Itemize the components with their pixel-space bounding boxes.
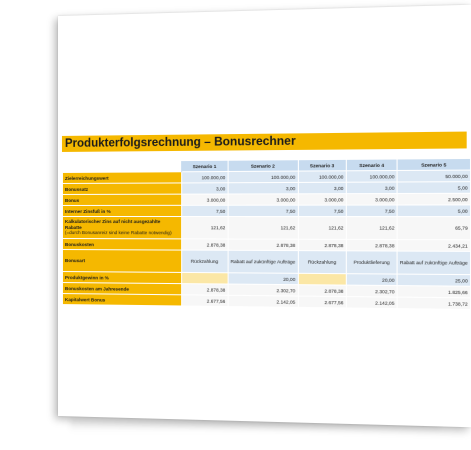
- table-cell[interactable]: 2.302,70: [228, 284, 298, 296]
- row-label: Bonus: [62, 194, 181, 205]
- table-cell[interactable]: 2.677,56: [298, 296, 346, 308]
- row-label: Bonussatz: [62, 183, 181, 195]
- table-cell[interactable]: 1.738,72: [397, 297, 470, 309]
- table-cell[interactable]: 7,50: [346, 205, 397, 217]
- table-cell[interactable]: 3.000,00: [298, 194, 346, 206]
- row-label: Zielerreichungswert: [62, 172, 181, 184]
- table-cell[interactable]: 3,00: [346, 182, 397, 194]
- table-cell[interactable]: 2.500,00: [397, 193, 470, 205]
- table-cell[interactable]: 100.000,00: [298, 171, 346, 183]
- table-cell[interactable]: 3,00: [181, 183, 228, 194]
- table-cell[interactable]: 2.302,70: [346, 285, 397, 297]
- table-cell[interactable]: 100.000,00: [228, 171, 298, 183]
- table-cell[interactable]: Produktlieferung: [346, 251, 397, 274]
- table-cell[interactable]: 7,50: [181, 205, 228, 216]
- table-cell[interactable]: 7,50: [298, 205, 346, 216]
- row-label: [62, 217, 181, 239]
- table-cell[interactable]: 121,62: [298, 217, 346, 240]
- row-label: Bonusart: [62, 250, 181, 273]
- table-cell[interactable]: 2.878,38: [181, 284, 228, 296]
- table-cell[interactable]: 2.142,05: [346, 297, 397, 309]
- table-cell[interactable]: 2.878,38: [228, 239, 298, 251]
- table-cell[interactable]: 2.878,38: [346, 239, 397, 251]
- spreadsheet-page: [58, 5, 471, 428]
- bonus-table: [62, 158, 471, 310]
- table-cell[interactable]: 3,00: [298, 182, 346, 194]
- table-cell[interactable]: 121,62: [228, 217, 298, 240]
- table-row: [62, 250, 470, 275]
- column-header: Szenario 3: [298, 159, 346, 171]
- table-cell[interactable]: 121,62: [181, 217, 228, 240]
- row-label-main: Kalkulatorischer Zins auf nicht ausgezahlte Rabatte: [64, 219, 161, 230]
- row-label: Bonuskosten am Jahresende: [62, 283, 181, 295]
- table-cell[interactable]: 20,00: [346, 274, 397, 286]
- table-cell[interactable]: 2.878,38: [298, 239, 346, 251]
- table-row: [62, 205, 470, 217]
- table-cell[interactable]: 20,00: [228, 273, 298, 285]
- table-cell[interactable]: 2.434,21: [397, 240, 470, 252]
- table-cell[interactable]: [298, 273, 346, 285]
- table-cell[interactable]: Rabatt auf zukünftige Aufträge: [397, 251, 470, 275]
- table-cell[interactable]: 1.825,66: [397, 286, 470, 298]
- table-cell[interactable]: 65,79: [397, 217, 470, 240]
- sheet-title: Produkterfolgsrechnung – Bonusrechner: [62, 132, 467, 152]
- table-cell[interactable]: [181, 272, 228, 284]
- table-cell[interactable]: 2.142,05: [228, 295, 298, 307]
- table-cell[interactable]: 3.000,00: [346, 194, 397, 206]
- row-label: Kapitalwert Bonus: [62, 294, 181, 306]
- table-cell[interactable]: 7,50: [228, 205, 298, 216]
- column-header: Szenario 4: [346, 159, 397, 171]
- column-header: Szenario 1: [181, 160, 228, 172]
- table-cell[interactable]: 2.677,56: [181, 295, 228, 307]
- table-cell[interactable]: 100.000,00: [181, 171, 228, 182]
- table-cell[interactable]: Rabatt auf zukünftige Aufträge: [228, 250, 298, 273]
- table-cell[interactable]: 5,00: [397, 182, 470, 194]
- row-label: Produktgewinn in %: [62, 272, 181, 284]
- table-row: [62, 193, 470, 205]
- table-cell[interactable]: Rückzahlung: [298, 251, 346, 274]
- table-cell[interactable]: 3,00: [228, 182, 298, 194]
- column-header: Szenario 5: [397, 158, 470, 170]
- column-header: Szenario 2: [228, 160, 298, 172]
- table-cell[interactable]: 121,62: [346, 217, 397, 240]
- table-row: [62, 217, 470, 240]
- table-cell[interactable]: 50.000,00: [397, 170, 470, 182]
- table-cell[interactable]: 5,00: [397, 205, 470, 217]
- table-cell[interactable]: 100.000,00: [346, 170, 397, 182]
- table-cell[interactable]: 2.878,38: [298, 285, 346, 297]
- header-corner: [62, 161, 181, 173]
- table-cell[interactable]: 3.000,00: [181, 194, 228, 205]
- row-label-note: (=durch Bonusanreiz sind keine Rabatte notwendig): [64, 230, 172, 236]
- table-cell[interactable]: Rückzahlung: [181, 250, 228, 273]
- table-cell[interactable]: 3.000,00: [228, 194, 298, 205]
- table-cell[interactable]: 2.878,38: [181, 239, 228, 250]
- row-label: Bonuskosten: [62, 239, 181, 251]
- table-cell[interactable]: 25,00: [397, 274, 470, 286]
- row-label: Interner Zinsfuß in %: [62, 205, 181, 216]
